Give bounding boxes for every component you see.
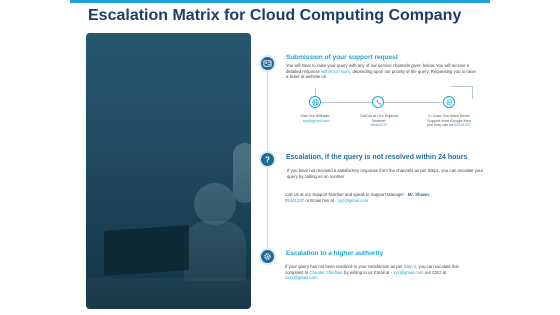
location-pin-icon <box>443 96 455 108</box>
globe-icon <box>309 96 321 108</box>
question-icon <box>259 151 276 168</box>
photo-overlay <box>86 33 251 309</box>
channel-line <box>321 102 372 103</box>
phone-icon <box>372 96 384 108</box>
step2-contact-text: Call Us at our Support Number and speak to Support Manager - Mr. Shawn 55441237 or Email him at - xyz@gmail.com <box>285 192 430 203</box>
channel-call-label: Call Us at Our Support Number 55441237 <box>359 114 399 128</box>
step3-heading: Escalation to a higher authority <box>286 250 384 257</box>
top-accent-bar <box>70 0 490 3</box>
step2-heading: Escalation, if the query is not resolved within 24 hours <box>286 154 468 161</box>
step1-text: You will have to raise your query with any of our service channels given below. You will receive a detailed response within 24 hours, depending upon our priority of the query. Requesting you to raise a ticket at website on <box>286 63 476 80</box>
contact-card-icon <box>259 55 276 72</box>
channel-direct-label: In Case You Want Direct Support from Google then you may call on 55441237 <box>426 114 472 128</box>
office-photo <box>86 33 251 309</box>
svg-text:?: ? <box>265 155 270 164</box>
step2-text: If you have not received a satisfactory response from the channels as per Step1, you can escalate your query by calling us on number <box>287 168 484 179</box>
step1-heading: Submission of your support request <box>286 54 398 61</box>
gear-icon <box>259 248 276 265</box>
channel-line <box>384 102 443 103</box>
step3-text: If your query has not been resolved to your satisfaction as per Step 2, you can escalate this complaint to Cheater Chieftain by writing to us Email at - xyz@gmail.com our CEO at xxxx@gmail.com <box>285 264 459 281</box>
channel-website-label: Visit Our Website - xyz@gmail.com <box>300 114 330 123</box>
page-title: Escalation Matrix for Cloud Computing Company <box>88 7 462 24</box>
